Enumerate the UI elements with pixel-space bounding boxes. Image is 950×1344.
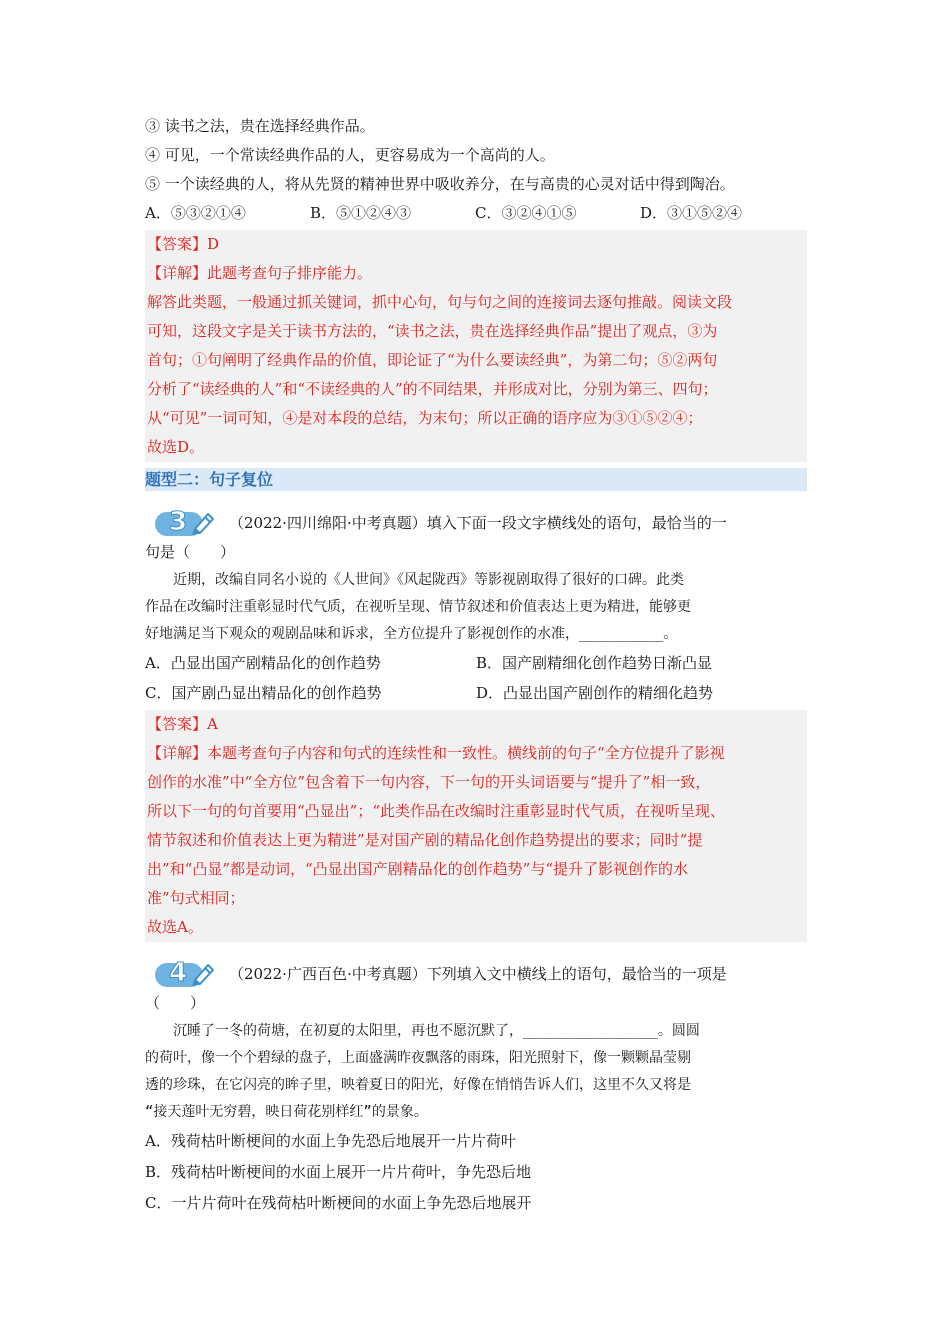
q3-answer-box (145, 710, 807, 942)
q3-detail-line: 【详解】本题考查句子内容和句式的连续性和一致性。横线前的句子“全方位提升了影视 (147, 744, 725, 762)
q4-passage-line: 透的珍珠，在它闪亮的眸子里，映着夏日的阳光，好像在悄悄告诉人们，这里不久又将是 (145, 1077, 691, 1093)
q4-passage-line: 的荷叶，像一个个碧绿的盘子，上面盛满昨夜飘落的雨珠，阳光照射下，像一颗颗晶莹剔 (145, 1050, 691, 1066)
section-title: 题型二：句子复位 (145, 468, 807, 491)
q2-option-c: C．③②④①⑤ (475, 204, 577, 222)
q2-option-d: D．③①⑤②④ (640, 204, 743, 222)
q3-passage-line: 好地满足当下观众的观剧品味和诉求，全方位提升了影视创作的水准，__________。 (145, 626, 678, 642)
q3-detail-line: 所以下一句的句首要用“凸显出”；“此类作品在改编时注重彰显时代气质，在视听呈现、 (147, 802, 726, 820)
q3-header (145, 509, 807, 538)
q3-detail-line: 准”句式相同； (147, 889, 245, 907)
q4-passage (145, 1018, 807, 1126)
q4-passage-line: “接天莲叶无穷碧，映日荷花别样红”的景象。 (145, 1104, 428, 1120)
q3-passage (145, 567, 807, 648)
q3-option-a: A．凸显出国产剧精品化的创作趋势 (145, 654, 381, 672)
q3-answer: 【答案】A (147, 715, 218, 733)
q3-number-badge (155, 507, 217, 537)
q3-option-b: B．国产剧精细化创作趋势日渐凸显 (476, 654, 713, 672)
q2-item-5: ⑤ 一个读经典的人，将从先贤的精神世界中吸收养分，在与高贵的心灵对话中得到陶冶。 (145, 175, 735, 193)
q2-detail-line: 解答此类题，一般通过抓关键词，抓中心句，句与句之间的连接词去逐句推敲。阅读文段 (147, 293, 733, 311)
q4-passage-line: 沉睡了一冬的荷塘，在初夏的太阳里，再也不愿沉默了，________________。圆圆 (173, 1023, 700, 1039)
q3-options-row1 (145, 648, 807, 678)
q4-header (145, 960, 807, 989)
q2-item-3: ③ 读书之法，贵在选择经典作品。 (145, 117, 375, 135)
q4-option-c: C．一片片荷叶在残荷枯叶断梗间的水面上争先恐后地展开 (145, 1194, 532, 1212)
q2-detail-line: 分析了“读经典的人”和“不读经典的人”的不同结果，并形成对比，分别为第三、四句； (147, 380, 718, 398)
q2-answer-box (145, 230, 807, 462)
q3-passage-line: 近期，改编自同名小说的《人世间》《风起陇西》等影视剧取得了很好的口碑。此类 (173, 572, 684, 588)
q2-option-b: B．⑤①②④③ (310, 204, 412, 222)
q4-number: 4 (169, 958, 188, 988)
q2-detail-line: 故选D。 (147, 438, 205, 456)
q2-item-4: ④ 可见，一个常读经典作品的人，更容易成为一个高尚的人。 (145, 146, 555, 164)
q4-number-badge (155, 958, 217, 988)
q2-option-a: A．⑤③②①④ (145, 204, 246, 222)
q3-options-row2 (145, 678, 807, 708)
q2-answer: 【答案】D (147, 235, 220, 253)
q2-detail-line: 首句；①句阐明了经典作品的价值，即论证了“为什么要读经典”，为第二句；⑤②两句 (147, 351, 718, 369)
q3-stem-second: 句是（ ） (145, 543, 236, 561)
q2-detail-line: 从“可见”一词可知，④是对本段的总结，为末句；所以正确的语序应为③①⑤②④； (147, 409, 703, 427)
q3-number: 3 (169, 507, 188, 537)
q4-option-b: B．残荷枯叶断梗间的水面上展开一片片荷叶，争先恐后地 (145, 1163, 532, 1181)
q3-detail-line: 故选A。 (147, 918, 203, 936)
pencil-icon (191, 509, 217, 535)
q2-items (145, 112, 807, 199)
q4-stem-second: （ ） (145, 994, 206, 1012)
q3-detail-line: 情节叙述和价值表达上更为精进”是对国产剧的精品化创作趋势提出的要求；同时“提 (147, 831, 703, 849)
q2-options (145, 199, 807, 228)
q4-option-a: A．残荷枯叶断梗间的水面上争先恐后地展开一片片荷叶 (145, 1132, 516, 1150)
q3-stem-first: （2022·四川绵阳·中考真题）填入下面一段文字横线处的语句，最恰当的一 (229, 514, 727, 532)
q2-detail-line: 【详解】此题考查句子排序能力。 (147, 264, 373, 282)
document-page (145, 112, 807, 1219)
q3-option-c: C．国产剧凸显出精品化的创作趋势 (145, 684, 382, 702)
q4-stem-first: （2022·广西百色·中考真题）下列填入文中横线上的语句，最恰当的一项是 (229, 965, 727, 983)
q3-detail-line: 出”和“凸显”都是动词，“凸显出国产剧精品化的创作趋势”与“提升了影视创作的水 (147, 860, 689, 878)
pencil-icon (191, 960, 217, 986)
q3-detail-line: 创作的水准”中“全方位”包含着下一句内容，下一句的开头词语要与“提升了”相一致， (147, 773, 711, 791)
q3-passage-line: 作品在改编时注重彰显时代气质，在视听呈现、情节叙述和价值表达上更为精进，能够更 (145, 599, 691, 615)
q3-option-d: D．凸显出国产剧创作的精细化趋势 (476, 684, 714, 702)
q2-detail-line: 可知，这段文字是关于读书方法的，“读书之法，贵在选择经典作品”提出了观点，③为 (147, 322, 718, 340)
